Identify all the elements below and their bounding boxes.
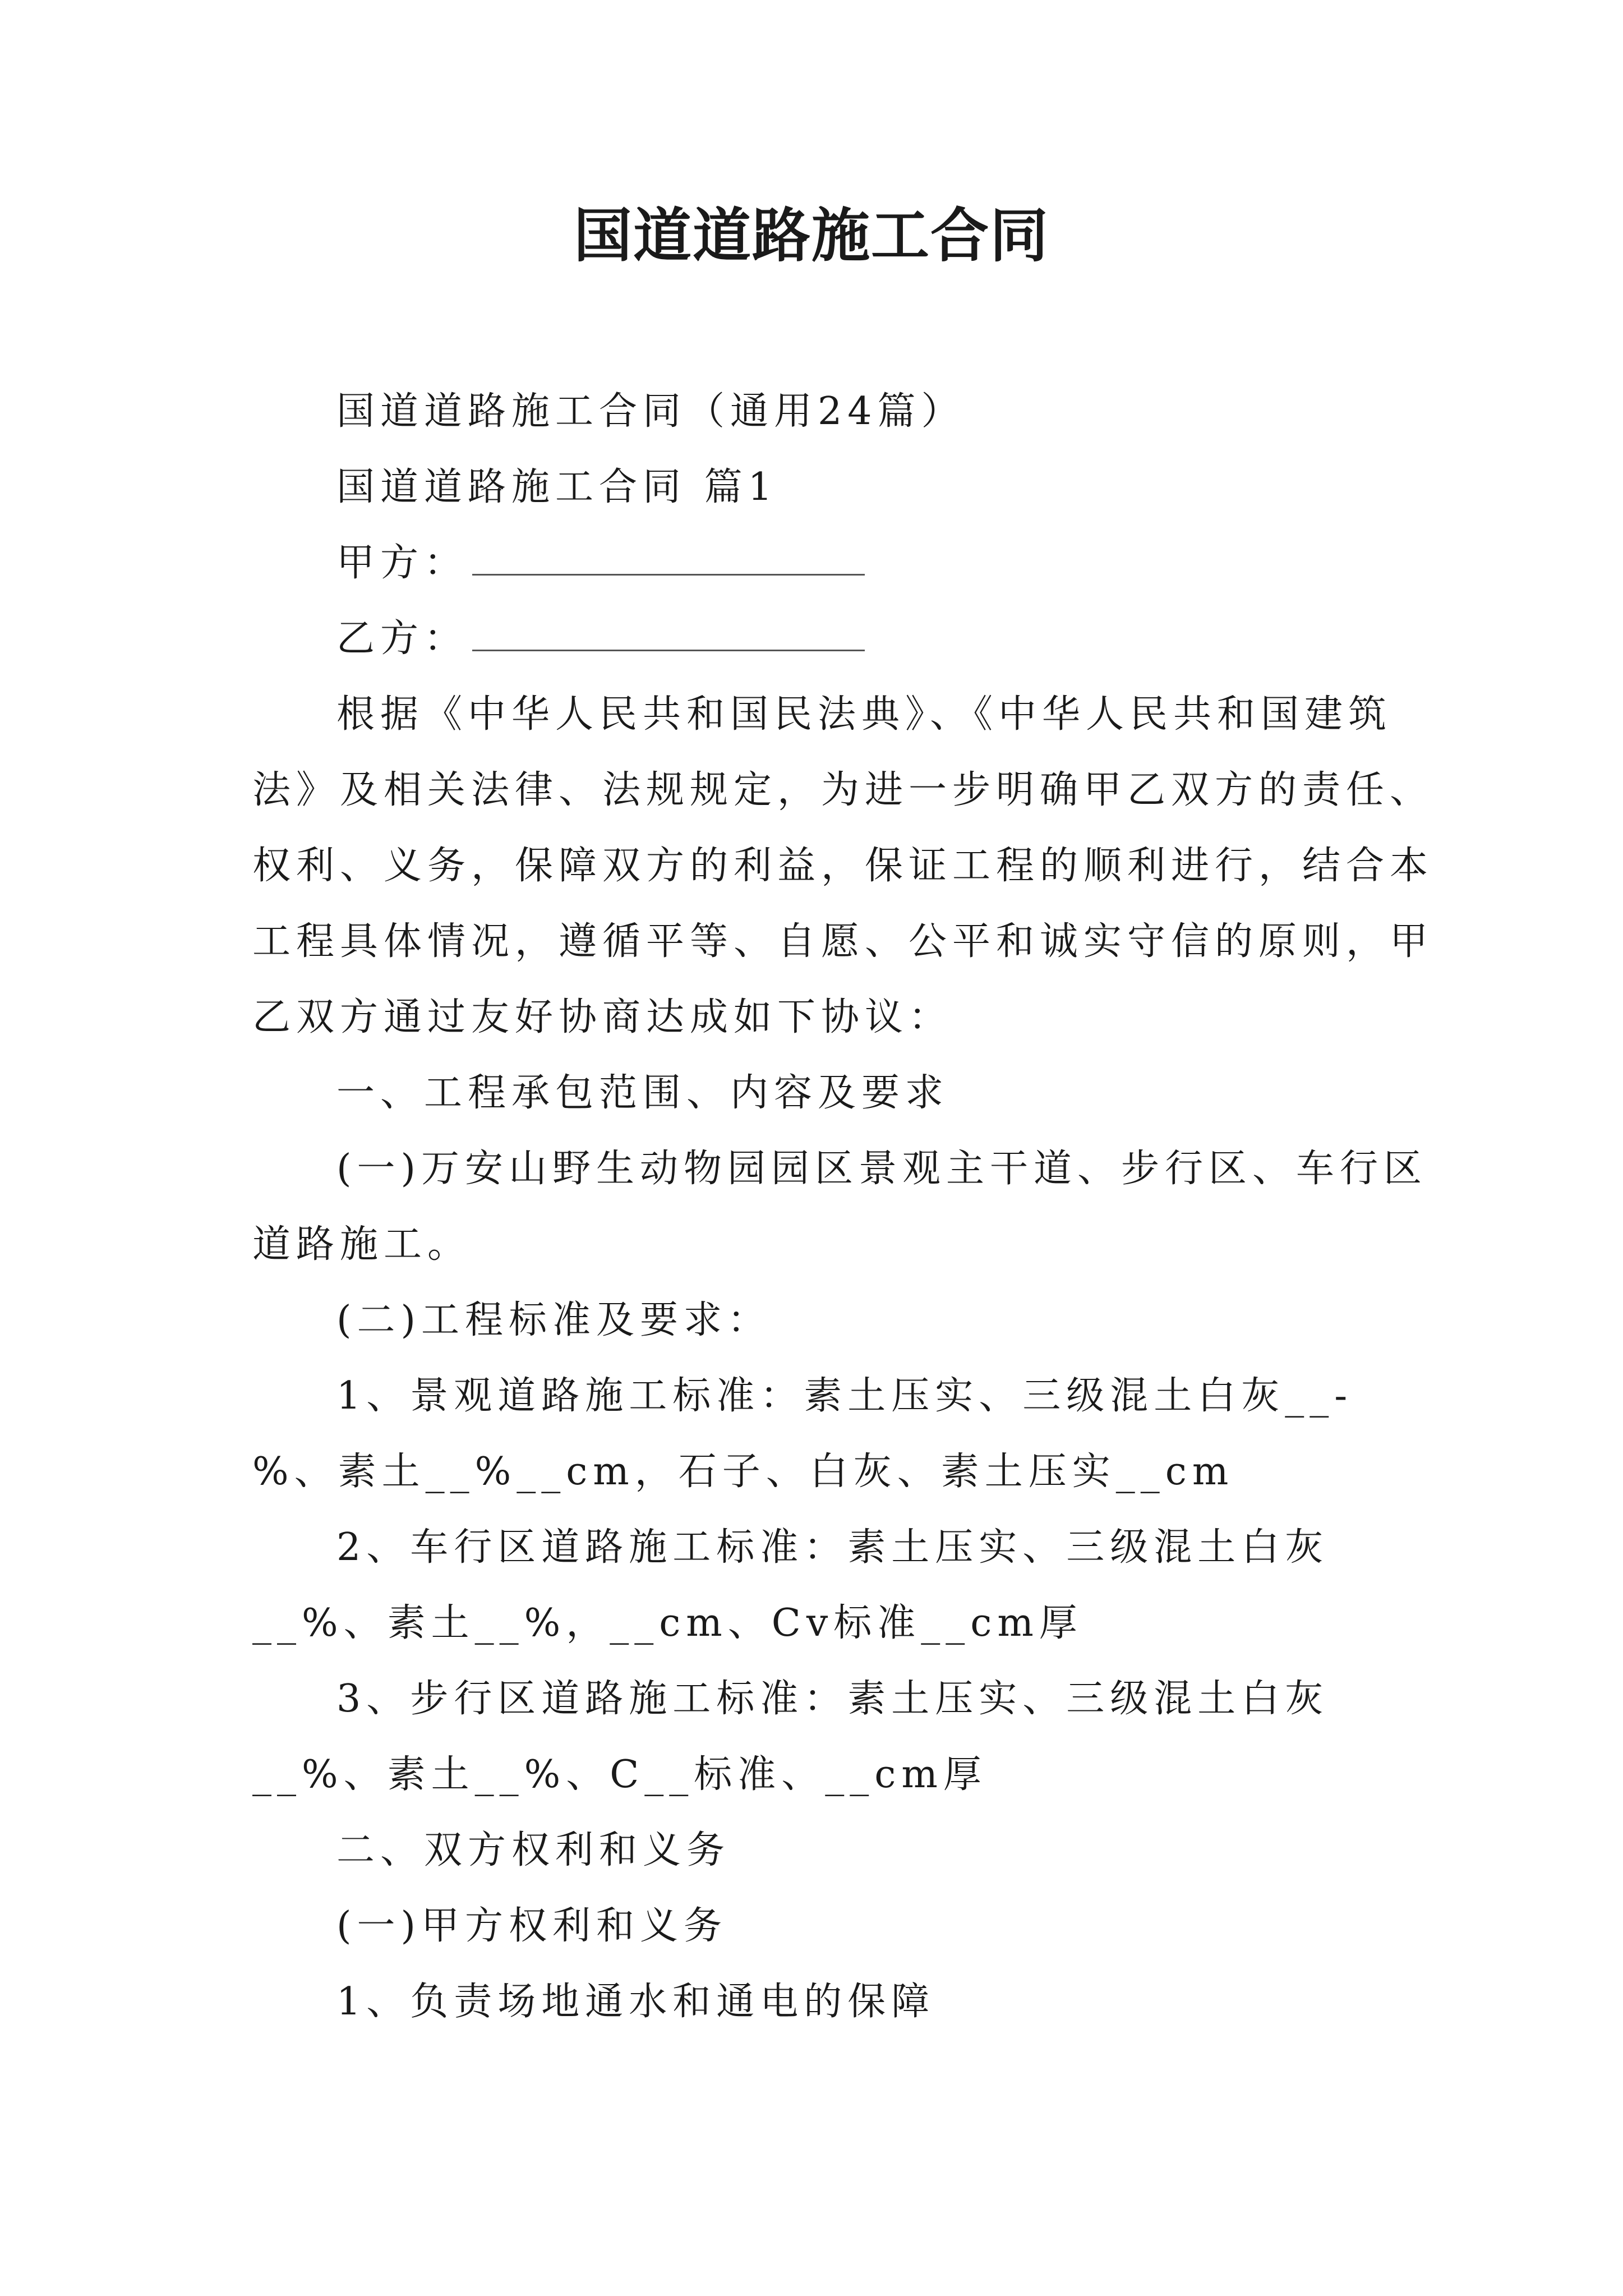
document-body [252, 374, 1436, 2040]
paragraph-standard-2: 2、车行区道路施工标准：素土压实、三级混土白灰__%、素土__%，__cm、Cv标准__cm厚 [252, 1525, 1329, 1645]
party-b-line [252, 601, 1436, 677]
document-title: 国道道路施工合同 [573, 201, 1049, 270]
paragraph-preamble: 根据《中华人民共和国民法典》、《中华人民共和国建筑法》及相关法律、法规规定，为进一步明确甲乙双方的责任、权利、义务，保障双方的利益，保证工程的顺利进行，结合本工程具体情况，遵循平等、自愿、公平和诚实守信的原则，甲乙双方通过友好协商达成如下协议： [252, 692, 1434, 1039]
paragraph-article-2: 二、双方权利和义务 [336, 1828, 731, 1872]
paragraph-party-a-duties: (一)甲方权利和义务 [336, 1904, 728, 1948]
paragraph-standards-heading: (二)工程标准及要求： [336, 1298, 772, 1342]
party-b-blank [472, 610, 865, 651]
party-b-label: 乙方： [336, 616, 468, 661]
paragraph-article-1: 一、工程承包范围、内容及要求 [336, 1071, 949, 1115]
paragraph-standard-1: 1、景观道路施工标准：素土压实、三级混土白灰__-%、素土__%__cm，石子、白灰、素土压实__cm [252, 1374, 1353, 1494]
paragraph-standard-3: 3、步行区道路施工标准：素土压实、三级混土白灰__%、素土__%、C__标准、__cm厚 [252, 1677, 1329, 1797]
paragraph-subtitle: 国道道路施工合同（通用24篇） [336, 389, 965, 434]
paragraph-section-heading: 国道道路施工合同 篇1 [336, 465, 778, 509]
paragraph-duty-1: 1、负责场地通水和通电的保障 [336, 1980, 935, 2024]
paragraph-scope: (一)万安山野生动物园园区景观主干道、步行区、车行区道路施工。 [252, 1147, 1428, 1267]
party-a-label: 甲方： [336, 541, 468, 585]
party-a-blank [472, 535, 865, 576]
party-a-line [252, 525, 1436, 601]
